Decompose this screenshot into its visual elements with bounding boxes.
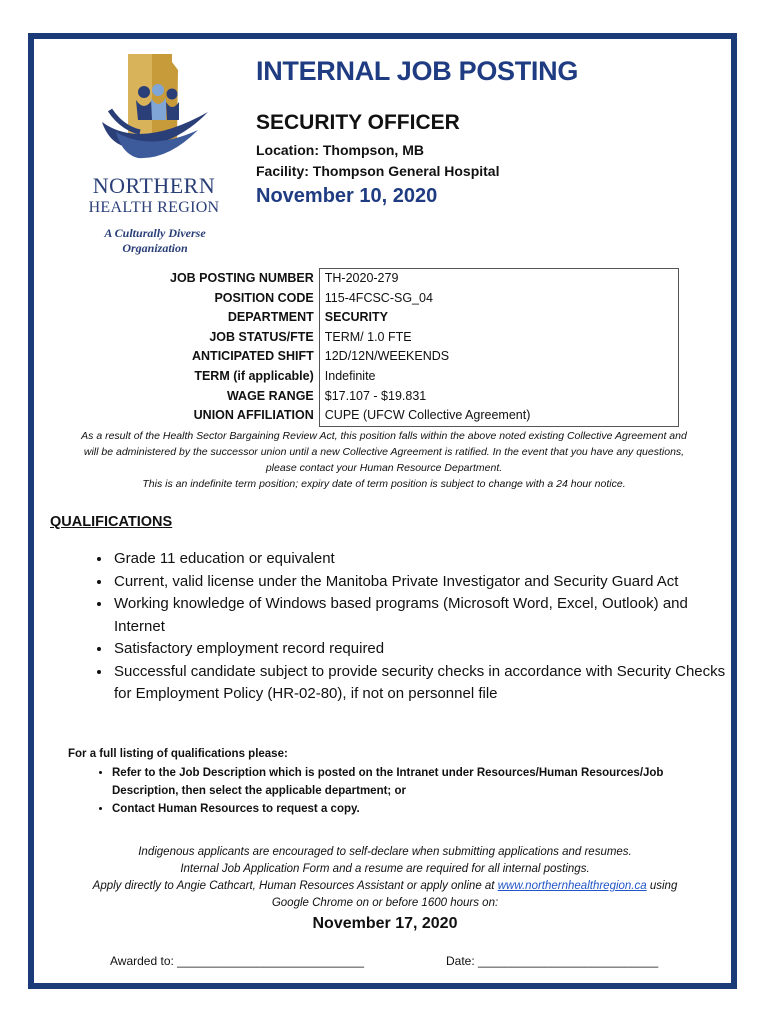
position-title: SECURITY OFFICER (256, 111, 460, 134)
logo-org-line2: HEALTH REGION (88, 199, 220, 216)
row-value: TERM/ 1.0 FTE (319, 328, 678, 348)
list-item: • Current, valid license under the Manitoba Private Investigator and Security Guard Act (112, 571, 742, 594)
table-row (165, 406, 678, 426)
instruction-line: Google Chrome on or before 1600 hours on: (271, 897, 499, 909)
job-info-table (165, 268, 679, 427)
table-row (165, 308, 678, 328)
northern-health-region-logo (80, 50, 230, 260)
row-value: SECURITY (319, 308, 678, 328)
notice-line: As a result of the Health Sector Bargaining Review Act, this position falls within the above noted existing Collective Agreement and (81, 430, 687, 442)
list-item: • Grade 11 education or equivalent (112, 548, 742, 571)
row-value: Indefinite (319, 367, 678, 387)
table-row (165, 328, 678, 348)
listing-heading: For a full listing of qualifications please: (68, 748, 288, 760)
tagline-line2: Organization (122, 241, 188, 255)
row-label: JOB POSTING NUMBER (165, 269, 319, 289)
table-row (165, 269, 678, 289)
row-value: $17.107 - $19.831 (319, 387, 678, 407)
tagline-line1: A Culturally Diverse (104, 226, 206, 240)
website-link[interactable]: www.northernhealthregion.ca (497, 880, 647, 892)
list-item: • Working knowledge of Windows based programs (Microsoft Word, Excel, Outlook) and Internet (112, 593, 742, 638)
row-label: UNION AFFILIATION (165, 406, 319, 426)
qualifications-list (84, 548, 742, 706)
listing-list (86, 764, 732, 818)
table-row (165, 289, 678, 309)
table-row (165, 347, 678, 367)
row-label: WAGE RANGE (165, 387, 319, 407)
deadline-date: November 17, 2020 (312, 915, 458, 932)
list-item: • Contact Human Resources to request a copy. (112, 800, 732, 818)
application-instructions (30, 844, 740, 912)
table-row (165, 387, 678, 407)
awarded-to-field: Awarded to: ____________________________ (110, 954, 365, 968)
row-value: 12D/12N/WEEKENDS (319, 347, 678, 367)
row-label: POSITION CODE (165, 289, 319, 309)
instruction-line: Apply directly to Angie Cathcart, Human Resources Assistant or apply online at (92, 880, 498, 892)
document-title: INTERNAL JOB POSTING (256, 56, 579, 86)
logo-tagline (80, 226, 230, 256)
instruction-line: Internal Job Application Form and a resume are required for all internal postings. (180, 863, 590, 875)
row-value: CUPE (UFCW Collective Agreement) (319, 406, 678, 426)
date-field: Date: ___________________________ (446, 954, 659, 968)
manitoba-emblem-icon (80, 50, 230, 175)
row-label: JOB STATUS/FTE (165, 328, 319, 348)
instruction-line: Indigenous applicants are encouraged to self-declare when submitting applications and resumes. (138, 846, 632, 858)
row-value: TH-2020-279 (319, 269, 678, 289)
union-notice (46, 428, 722, 492)
logo-org-line1: NORTHERN (92, 173, 216, 198)
notice-line: This is an indefinite term position; expiry date of term position is subject to change with a 24 hour notice. (142, 478, 626, 490)
list-item: • Refer to the Job Description which is posted on the Intranet under Resources/Human Resources/Job Description, then select the applicable department; or (112, 764, 732, 800)
table-row (165, 367, 678, 387)
row-label: DEPARTMENT (165, 308, 319, 328)
row-label: ANTICIPATED SHIFT (165, 347, 319, 367)
qualifications-heading: QUALIFICATIONS (50, 514, 173, 530)
row-label: TERM (if applicable) (165, 367, 319, 387)
row-value: 115-4FCSC-SG_04 (319, 289, 678, 309)
location-line: Location: Thompson, MB (256, 142, 424, 158)
facility-line: Facility: Thompson General Hospital (256, 163, 500, 179)
instruction-line: using (646, 880, 678, 892)
list-item: • Successful candidate subject to provide security checks in accordance with Security Checks for Employment Policy (HR-02-80), if not on personnel file (112, 661, 742, 706)
posting-date: November 10, 2020 (256, 185, 438, 207)
notice-line: please contact your Human Resource Department. (265, 462, 503, 474)
list-item: • Satisfactory employment record required (112, 638, 742, 661)
notice-line: will be administered by the successor union until a new Collective Agreement is ratified. In the event that you have any questions, (83, 446, 685, 458)
